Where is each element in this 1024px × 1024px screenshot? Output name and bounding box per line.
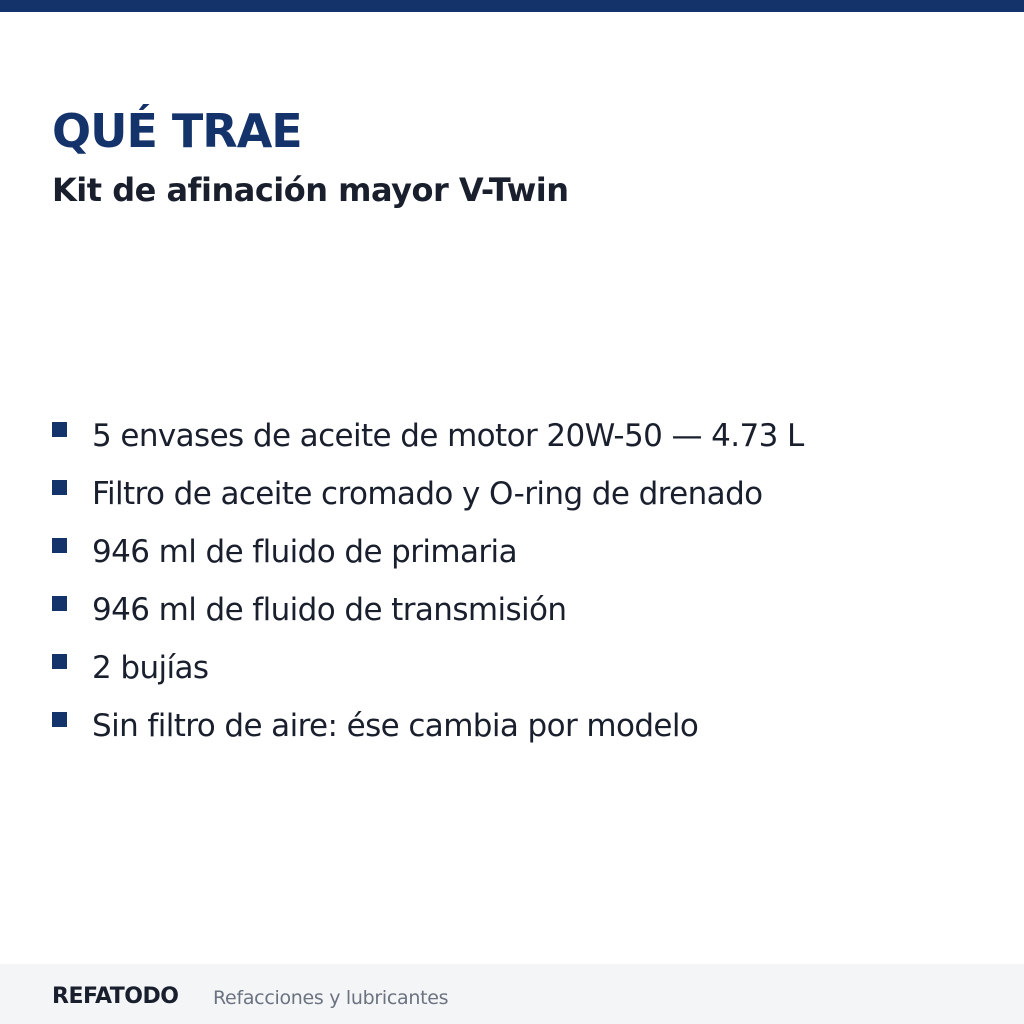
square-bullet-icon <box>52 538 67 553</box>
list-item-text: 5 envases de aceite de motor 20W-50 — 4.73 L <box>92 418 804 454</box>
square-bullet-icon <box>52 422 67 437</box>
list-item-text: 946 ml de fluido de transmisión <box>92 592 567 628</box>
list-item <box>52 464 992 522</box>
list-item <box>52 406 992 464</box>
list-item <box>52 696 992 754</box>
square-bullet-icon <box>52 480 67 495</box>
list-item-text: 2 bujías <box>92 650 209 686</box>
square-bullet-icon <box>52 712 67 727</box>
brand-name: REFATODO <box>52 984 179 1009</box>
brand-tagline: Refacciones y lubricantes <box>213 987 449 1009</box>
list-item-text: 946 ml de fluido de primaria <box>92 534 517 570</box>
page-subtitle: Kit de afinación mayor V-Twin <box>52 171 569 209</box>
list-item <box>52 522 992 580</box>
kit-contents-list <box>52 406 992 754</box>
square-bullet-icon <box>52 596 67 611</box>
page-title: QUÉ TRAE <box>52 104 302 158</box>
list-item-text: Filtro de aceite cromado y O-ring de drenado <box>92 476 763 512</box>
square-bullet-icon <box>52 654 67 669</box>
footer <box>0 964 1024 1024</box>
list-item <box>52 638 992 696</box>
list-item <box>52 580 992 638</box>
top-accent-bar <box>0 0 1024 12</box>
list-item-text: Sin filtro de aire: ése cambia por modelo <box>92 708 699 744</box>
